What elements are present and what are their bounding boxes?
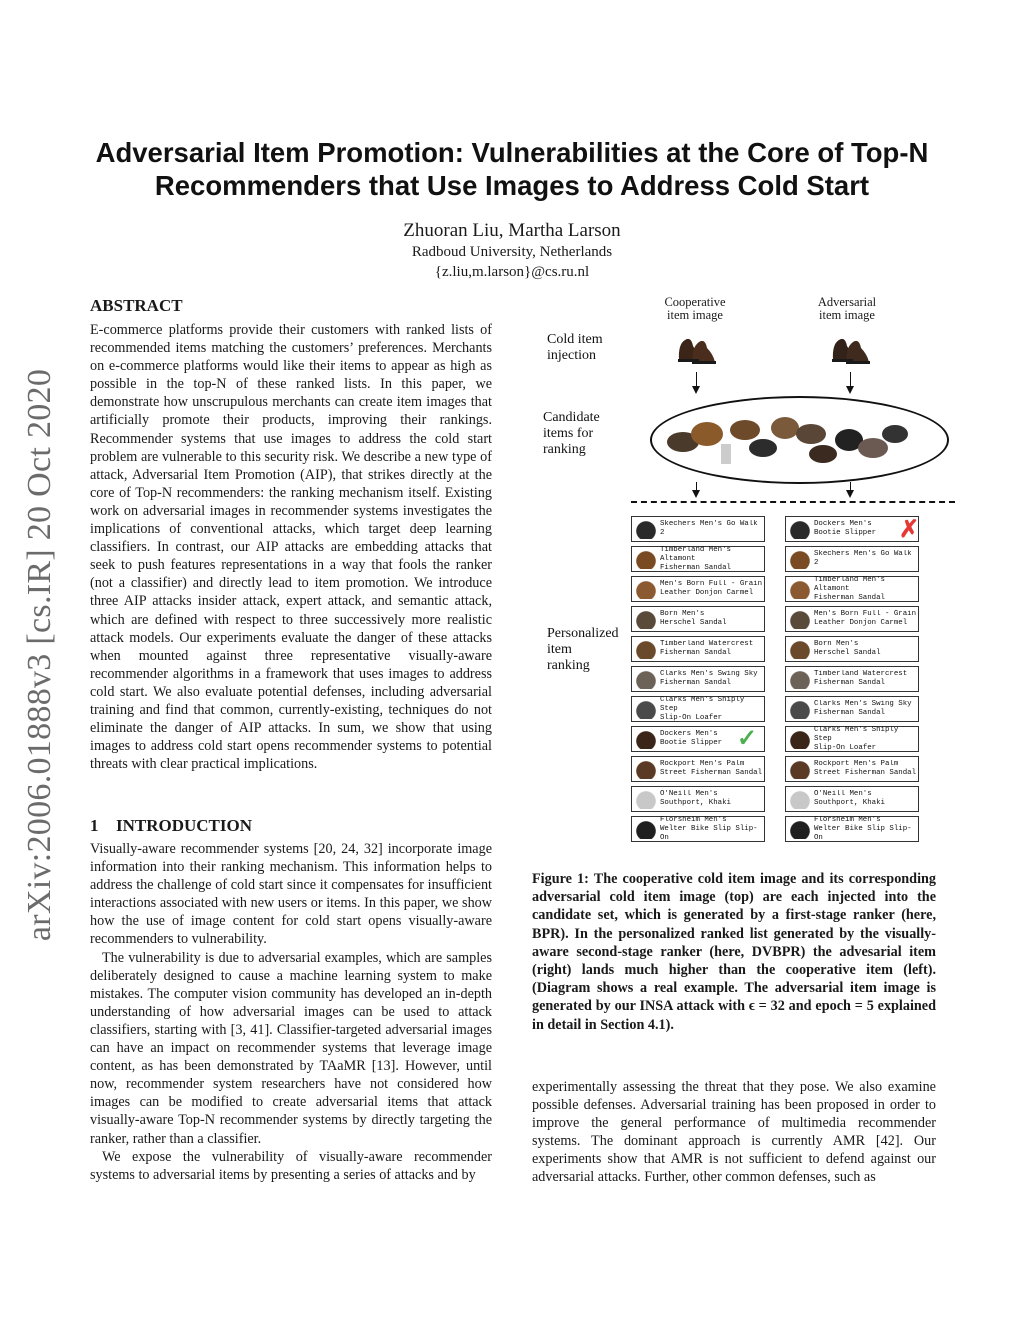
ranking-item-label: Rockport Men's Palm Street Fisherman Sandal <box>660 760 763 777</box>
cooperative-image-label: Cooperative item image <box>664 295 726 322</box>
ranking-item-label: Men's Born Full - Grain Leather Donjon Carmel <box>814 610 917 627</box>
cooperative-ranking-item <box>631 756 765 782</box>
ranking-item-label: Born Men's Herschel Sandal <box>660 610 727 627</box>
cooperative-ranking-item <box>631 696 765 722</box>
shoe-thumbnail <box>634 699 658 719</box>
ranking-item-label: Born Men's Herschel Sandal <box>814 640 881 657</box>
ranking-item-label: Clarks Men's Shiply Step Slip-On Loafer <box>660 695 745 722</box>
cross-mark-icon: ✗ <box>899 517 920 543</box>
section-title: INTRODUCTION <box>116 816 253 835</box>
cooperative-ranking-item <box>631 546 765 572</box>
injection-arrow-right <box>850 372 851 392</box>
ranking-item-label: Skechers Men's Go Walk 2 <box>814 550 912 567</box>
ranking-item-label: Timberland Watercrest Fisherman Sandal <box>660 640 754 657</box>
intro-paragraph-3: We expose the vulnerability of visually-aware recommender systems to adversarial items by presenting a series of attacks and by <box>90 1148 492 1183</box>
shoe-thumbnail <box>634 639 658 659</box>
personalized-ranking-label: Personalized item ranking <box>547 626 619 673</box>
ranking-item-label: Clarks Men's Swing Sky Fisherman Sandal <box>814 700 912 717</box>
ranking-item-label: Men's Born Full - Grain Leather Donjon Carmel <box>660 580 763 597</box>
adversarial-image-label: Adversarial item image <box>817 295 877 322</box>
shoe-thumbnail <box>634 759 658 779</box>
shoe-thumbnail <box>788 729 812 749</box>
ranking-item-label: O'Neill Men's Southport, Khaki <box>660 790 731 807</box>
cooperative-ranking-item <box>631 666 765 692</box>
check-mark-icon: ✓ <box>737 726 758 752</box>
shoe-thumbnail <box>788 819 812 839</box>
ranking-item-label: Florsheim Men's Welter Bike Slip Slip-On <box>660 815 758 842</box>
adversarial-ranking-item <box>785 546 919 572</box>
shoe-thumbnail <box>788 639 812 659</box>
ranking-item-label: Dockers Men's Bootie Slipper <box>660 730 723 747</box>
ranking-item-label: Rockport Men's Palm Street Fisherman Sandal <box>814 760 917 777</box>
ranking-item-label: Clarks Men's Shiply Step Slip-On Loafer <box>814 725 899 752</box>
cooperative-ranking-item <box>631 786 765 812</box>
shoe-thumbnail <box>634 519 658 539</box>
adversarial-ranking-item <box>785 816 919 842</box>
intro-paragraph-2: The vulnerability is due to adversarial examples, which are samples deliberately designed to cause a machine learning system to make mistakes. The computer vision community has developed an in-depth understanding of how adversarial images can be used to attack classifiers, starting with [3, 41]. Classifier-targeted adversarial images can have an impact on recommender systems that leverage image content, as has been demonstrated by TAaMR [13]. However, until now, recommender system researchers have not considered how images can be modified to create adversarial items that attack visually-aware Top-N recommender systems by directly targeting the ranker, rather than a classifier. <box>90 949 492 1147</box>
cooperative-shoe-image <box>675 330 719 366</box>
intro-paragraph-1: Visually-aware recommender systems [20, 24, 32] incorporate image information into their ranking mechanism. This information helps to address the challenge of cold start since it compensates for insufficient interactions associated with new users or items. In this paper, we show how the use of image content for cold start opens visually-aware recommenders to vulnerability. <box>90 841 492 948</box>
cold-item-injection-label: Cold item injection <box>547 332 603 363</box>
adversarial-ranking-item <box>785 726 919 752</box>
adversarial-shoe-image <box>829 330 873 366</box>
ranking-item-label: Dockers Men's Bootie Slipper <box>814 520 877 537</box>
cooperative-ranking-item <box>631 816 765 842</box>
shoe-thumbnail <box>788 609 812 629</box>
candidate-shoes-image <box>663 404 933 474</box>
paper-email: {z.liu,m.larson}@cs.ru.nl <box>434 264 590 280</box>
shoe-thumbnail <box>634 609 658 629</box>
cooperative-ranking-item <box>631 516 765 542</box>
shoe-thumbnail <box>788 519 812 539</box>
ranking-item-label: Timberland Watercrest Fisherman Sandal <box>814 670 908 687</box>
paper-affiliation: Radboud University, Netherlands <box>411 244 613 260</box>
arxiv-identifier <box>10 360 70 950</box>
shoe-thumbnail <box>634 669 658 689</box>
adversarial-ranking-item <box>785 786 919 812</box>
abstract-text: E-commerce platforms provide their customers with ranked lists of recommended items matching the customers’ preferences. Merchants on e-commerce platforms would like their items to appear as high as possible in the top-N of these ranked lists. In this paper, we demonstrate how unscrupulous merchants can create item images that artificially promote their products, improving their rankings. Recommender systems that use images to address the cold start problem are vulnerable to this security risk. We describe a new type of attack, Adversarial Item Promotion (AIP), that strikes directly at the core of Top-N recommenders: the ranking mechanism itself. Existing work on adversarial images in recommender systems investigates the implications of conventional attacks, which target deep learning classifiers. In contrast, our AIP attacks are embedding attacks that seek to push features representations in a way that fools the ranker (not a classifier) and directly lead to item promotion. We introduce three AIP attacks insider attack, expert attack, and semantic attack, which are defined with respect to three successively more realistic attack models. Our experiments evaluate the danger of these attacks when mounted against three representative visually-aware recommender algorithms in a framework that uses images to address cold start. We also evaluate potential defenses, including adversarial training and find that common, currently-existing, techniques do not eliminate the danger of AIP attacks. In sum, we show that using images to address cold start opens recommender systems to potential threats with clear practical implications. <box>90 322 492 773</box>
introduction-heading <box>90 816 492 836</box>
abstract-heading: ABSTRACT <box>90 296 183 315</box>
ranking-item-label: Clarks Men's Swing Sky Fisherman Sandal <box>660 670 758 687</box>
shoe-thumbnail <box>788 759 812 779</box>
cooperative-ranking-item <box>631 636 765 662</box>
introduction-body <box>90 840 492 1184</box>
shoe-thumbnail <box>788 699 812 719</box>
injection-arrow-left <box>696 372 697 392</box>
ranking-arrow-left <box>696 482 697 496</box>
figure-caption: Figure 1: The cooperative cold item image and its corresponding adversarial cold item image (top) are each injected into the candidate set, which is generated by a first-stage ranker (here, BPR). In the personalized ranked list generated by the visually-aware second-stage ranker (here, DVBPR) the advesarial item (right) lands much higher than the cooperative item (left). (Diagram shows a real example. The adversarial item image is generated by our INSA attack with ϵ = 32 and epoch = 5 explained in detail in Section 4.1). <box>532 871 936 1033</box>
shoe-thumbnail <box>634 549 658 569</box>
stage-divider <box>631 501 955 503</box>
ranking-item-label: O'Neill Men's Southport, Khaki <box>814 790 885 807</box>
ranking-arrow-right <box>850 482 851 496</box>
section-number: 1 <box>90 816 99 835</box>
shoe-thumbnail <box>634 789 658 809</box>
cooperative-ranking-item <box>631 576 765 602</box>
shoe-thumbnail <box>634 729 658 749</box>
ranking-item-label: Timberland Men's Altamont Fisherman Sandal <box>660 545 731 572</box>
cooperative-ranking-item <box>631 606 765 632</box>
adversarial-ranking-item <box>785 606 919 632</box>
adversarial-ranking-item <box>785 576 919 602</box>
shoe-thumbnail <box>788 549 812 569</box>
shoe-thumbnail <box>634 579 658 599</box>
arxiv-identifier-text: arXiv:2006.01888v3 [cs.IR] 20 Oct 2020 <box>21 368 58 942</box>
ranking-item-label: Timberland Men's Altamont Fisherman Sandal <box>814 575 885 602</box>
paper-title: Adversarial Item Promotion: Vulnerabilities at the Core of Top-N Recommenders that Use Images to Address Cold Start <box>95 137 929 201</box>
adversarial-ranking-item <box>785 756 919 782</box>
ranking-item-label: Florsheim Men's Welter Bike Slip Slip-On <box>814 815 912 842</box>
paper-authors: Zhuoran Liu, Martha Larson <box>403 220 621 241</box>
figure-1 <box>535 288 955 858</box>
adversarial-ranking-item <box>785 666 919 692</box>
shoe-thumbnail <box>788 789 812 809</box>
shoe-thumbnail <box>788 669 812 689</box>
right-column-text: experimentally assessing the threat that they pose. We also examine possible defenses. Adversarial training has been proposed in order to improve the general performance of multimedia recommender systems. The dominant approach is currently AMR [42]. Our experiments show that AMR is not sufficient to defend against our adversarial attacks. Further, other common defenses, such as <box>532 1079 936 1186</box>
shoe-thumbnail <box>788 579 812 599</box>
shoe-thumbnail <box>634 819 658 839</box>
ranking-item-label: Skechers Men's Go Walk 2 <box>660 520 758 537</box>
adversarial-ranking-item <box>785 636 919 662</box>
candidate-items-label: Candidate items for ranking <box>543 410 600 457</box>
adversarial-ranking-item <box>785 696 919 722</box>
